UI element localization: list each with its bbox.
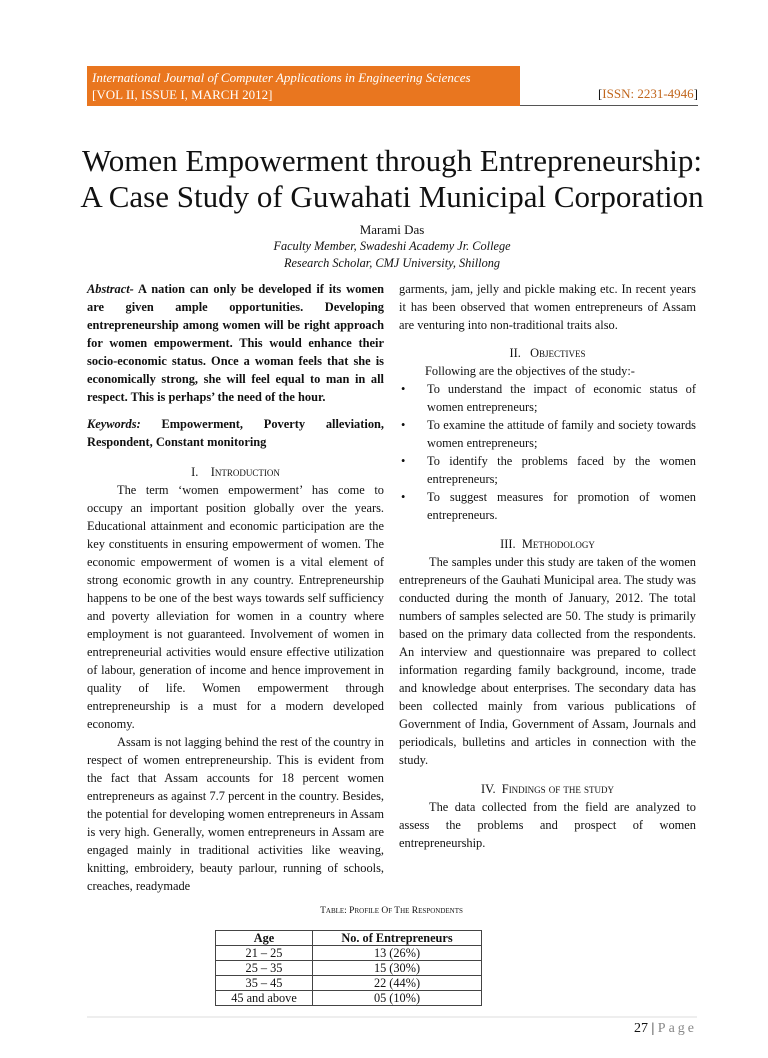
list-item bbox=[399, 488, 696, 524]
section-heading-findings bbox=[399, 780, 696, 798]
footer-rule bbox=[87, 1016, 697, 1018]
list-item-text: To suggest measures for promotion of women entrepreneurs. bbox=[427, 490, 696, 522]
paper-title: Women Empowerment through Entrepreneurship: A Case Study of Guwahati Municipal Corporation bbox=[80, 143, 704, 214]
intro-paragraph-1: The term ‘women empowerment’ has come to occupy an important position globally over the years. Educational attainment and economic participation are the key constituents in ensuring empowerment of women. The economic empowerment of women is a vital element of strong economic growth in any country. Entrepreneurship happens to be one of the best ways towards self sufficiency and poverty alleviation for women in a country where employment is not guaranteed. Involvement of women in entrepreneurial activities would ensure effective utilization of labour, generation of income and hence improvement in quality of life. Women empowerment through entrepreneurship is a must for a modern developed economy. bbox=[87, 483, 384, 731]
section-number: I. bbox=[191, 465, 199, 479]
keywords bbox=[87, 415, 384, 451]
list-item-text: To examine the attitude of family and society towards women entrepreneurs; bbox=[427, 418, 696, 450]
intro-paragraph-2-continued: garments, jam, jelly and pickle making etc. In recent years it has been observed that women entrepreneurs of Assam are venturing into non-traditional traits also. bbox=[399, 282, 696, 332]
journal-header bbox=[87, 66, 698, 106]
page-number-value: 27 | bbox=[633, 1021, 658, 1036]
list-item-text: To identify the problems faced by the women entrepreneurs; bbox=[427, 454, 696, 486]
issn-close: ] bbox=[693, 86, 698, 101]
cell-age: 25 – 35 bbox=[216, 961, 313, 976]
cell-count: 15 (30%) bbox=[313, 961, 482, 976]
issn-open: [ bbox=[597, 86, 603, 101]
objectives-lead: Following are the objectives of the study:- bbox=[425, 364, 635, 378]
section-title: Methodology bbox=[521, 537, 595, 551]
list-item bbox=[399, 452, 696, 488]
section-title: Introduction bbox=[210, 465, 280, 479]
cell-count: 05 (10%) bbox=[313, 991, 482, 1006]
right-column bbox=[399, 280, 696, 895]
section-title: Findings of the study bbox=[501, 782, 614, 796]
journal-name: International Journal of Computer Applications in Engineering Sciences bbox=[92, 70, 471, 85]
bullet-icon: • bbox=[401, 382, 406, 396]
affiliation-1: Faculty Member, Swadeshi Academy Jr. College bbox=[273, 239, 511, 253]
issn bbox=[598, 86, 698, 102]
table-row bbox=[216, 946, 482, 961]
table-row bbox=[216, 976, 482, 991]
column-header-entrepreneurs: No. of Entrepreneurs bbox=[313, 931, 482, 946]
bullet-icon: • bbox=[401, 490, 406, 504]
cell-count: 13 (26%) bbox=[313, 946, 482, 961]
author-name: Marami Das bbox=[359, 222, 425, 237]
objectives-list bbox=[399, 380, 696, 524]
bullet-icon: • bbox=[401, 454, 406, 468]
page-word: Page bbox=[657, 1021, 697, 1036]
issn-text: ISSN: 2231-4946 bbox=[602, 86, 694, 101]
findings-paragraph: The data collected from the field are analyzed to assess the problems and prospect of women entrepreneurship. bbox=[399, 800, 696, 850]
respondents-table bbox=[215, 930, 482, 1006]
journal-issue: [VOL II, ISSUE I, MARCH 2012] bbox=[92, 87, 273, 102]
section-number: II. bbox=[509, 346, 521, 360]
keywords-text: Empowerment, Poverty alleviation, Respondent, Constant monitoring bbox=[87, 417, 384, 449]
section-heading-methodology bbox=[399, 535, 696, 553]
section-heading-objectives bbox=[399, 344, 696, 362]
abstract-text: A nation can only be developed if its women are given ample opportunities. Developing entrepreneurship among women will be right approach for women empowerment. This would enhance their socio-economic status. Once a woman feels that she is economically strong, she will feel equal to man in all respect. This is perhaps’ the need of the hour. bbox=[87, 282, 384, 404]
keywords-label: Keywords: bbox=[87, 417, 141, 431]
column-header-age: Age bbox=[216, 931, 313, 946]
table-caption: Table: Profile Of The Respondents bbox=[320, 906, 463, 916]
section-title: Objectives bbox=[530, 346, 586, 360]
affiliation-2: Research Scholar, CMJ University, Shillong bbox=[283, 256, 501, 270]
intro-paragraph-2: Assam is not lagging behind the rest of the country in respect of women entrepreneurship. This is evident from the fact that Assam accounts for 18 percent women entrepreneurs as against 7.7 percent in the country. Besides, the potential for developing women entrepreneurs in Assam is very high. Generally, women entrepreneurs in Assam are engaged mainly in traditional activities like weaving, knitting, embroidery, beauty parlour, running of schools, creaches, readymade bbox=[87, 735, 384, 893]
table-row bbox=[216, 991, 482, 1006]
journal-header-banner bbox=[87, 66, 520, 106]
two-column-body bbox=[87, 280, 696, 895]
abstract bbox=[87, 280, 384, 406]
cell-age: 35 – 45 bbox=[216, 976, 313, 991]
abstract-label: Abstract- bbox=[87, 282, 134, 296]
header-rule bbox=[520, 66, 698, 106]
section-heading-introduction bbox=[87, 463, 384, 481]
table-header-row bbox=[216, 931, 482, 946]
table-row bbox=[216, 961, 482, 976]
list-item bbox=[399, 380, 696, 416]
cell-count: 22 (44%) bbox=[313, 976, 482, 991]
cell-age: 45 and above bbox=[216, 991, 313, 1006]
section-number: III. bbox=[500, 537, 516, 551]
section-number: IV. bbox=[481, 782, 496, 796]
cell-age: 21 – 25 bbox=[216, 946, 313, 961]
methodology-paragraph: The samples under this study are taken of the women entrepreneurs of the Gauhati Municipal area. The study was conducted during the month of January, 2012. The total numbers of samples selected are 50. The study is primarily based on the primary data collected from the respondents. An interview and questionnaire was prepared to collect information regarding family background, income, trade and knowledge about enterprises. The secondary data has been collected mainly from various publications of Government of India, Government of Assam, Journals and periodicals, bulletins and articles in connection with the study. bbox=[399, 555, 696, 767]
bullet-icon: • bbox=[401, 418, 406, 432]
list-item bbox=[399, 416, 696, 452]
list-item-text: To understand the impact of economic status of women entrepreneurs; bbox=[427, 382, 696, 414]
page-number bbox=[87, 1020, 697, 1038]
left-column bbox=[87, 280, 384, 895]
